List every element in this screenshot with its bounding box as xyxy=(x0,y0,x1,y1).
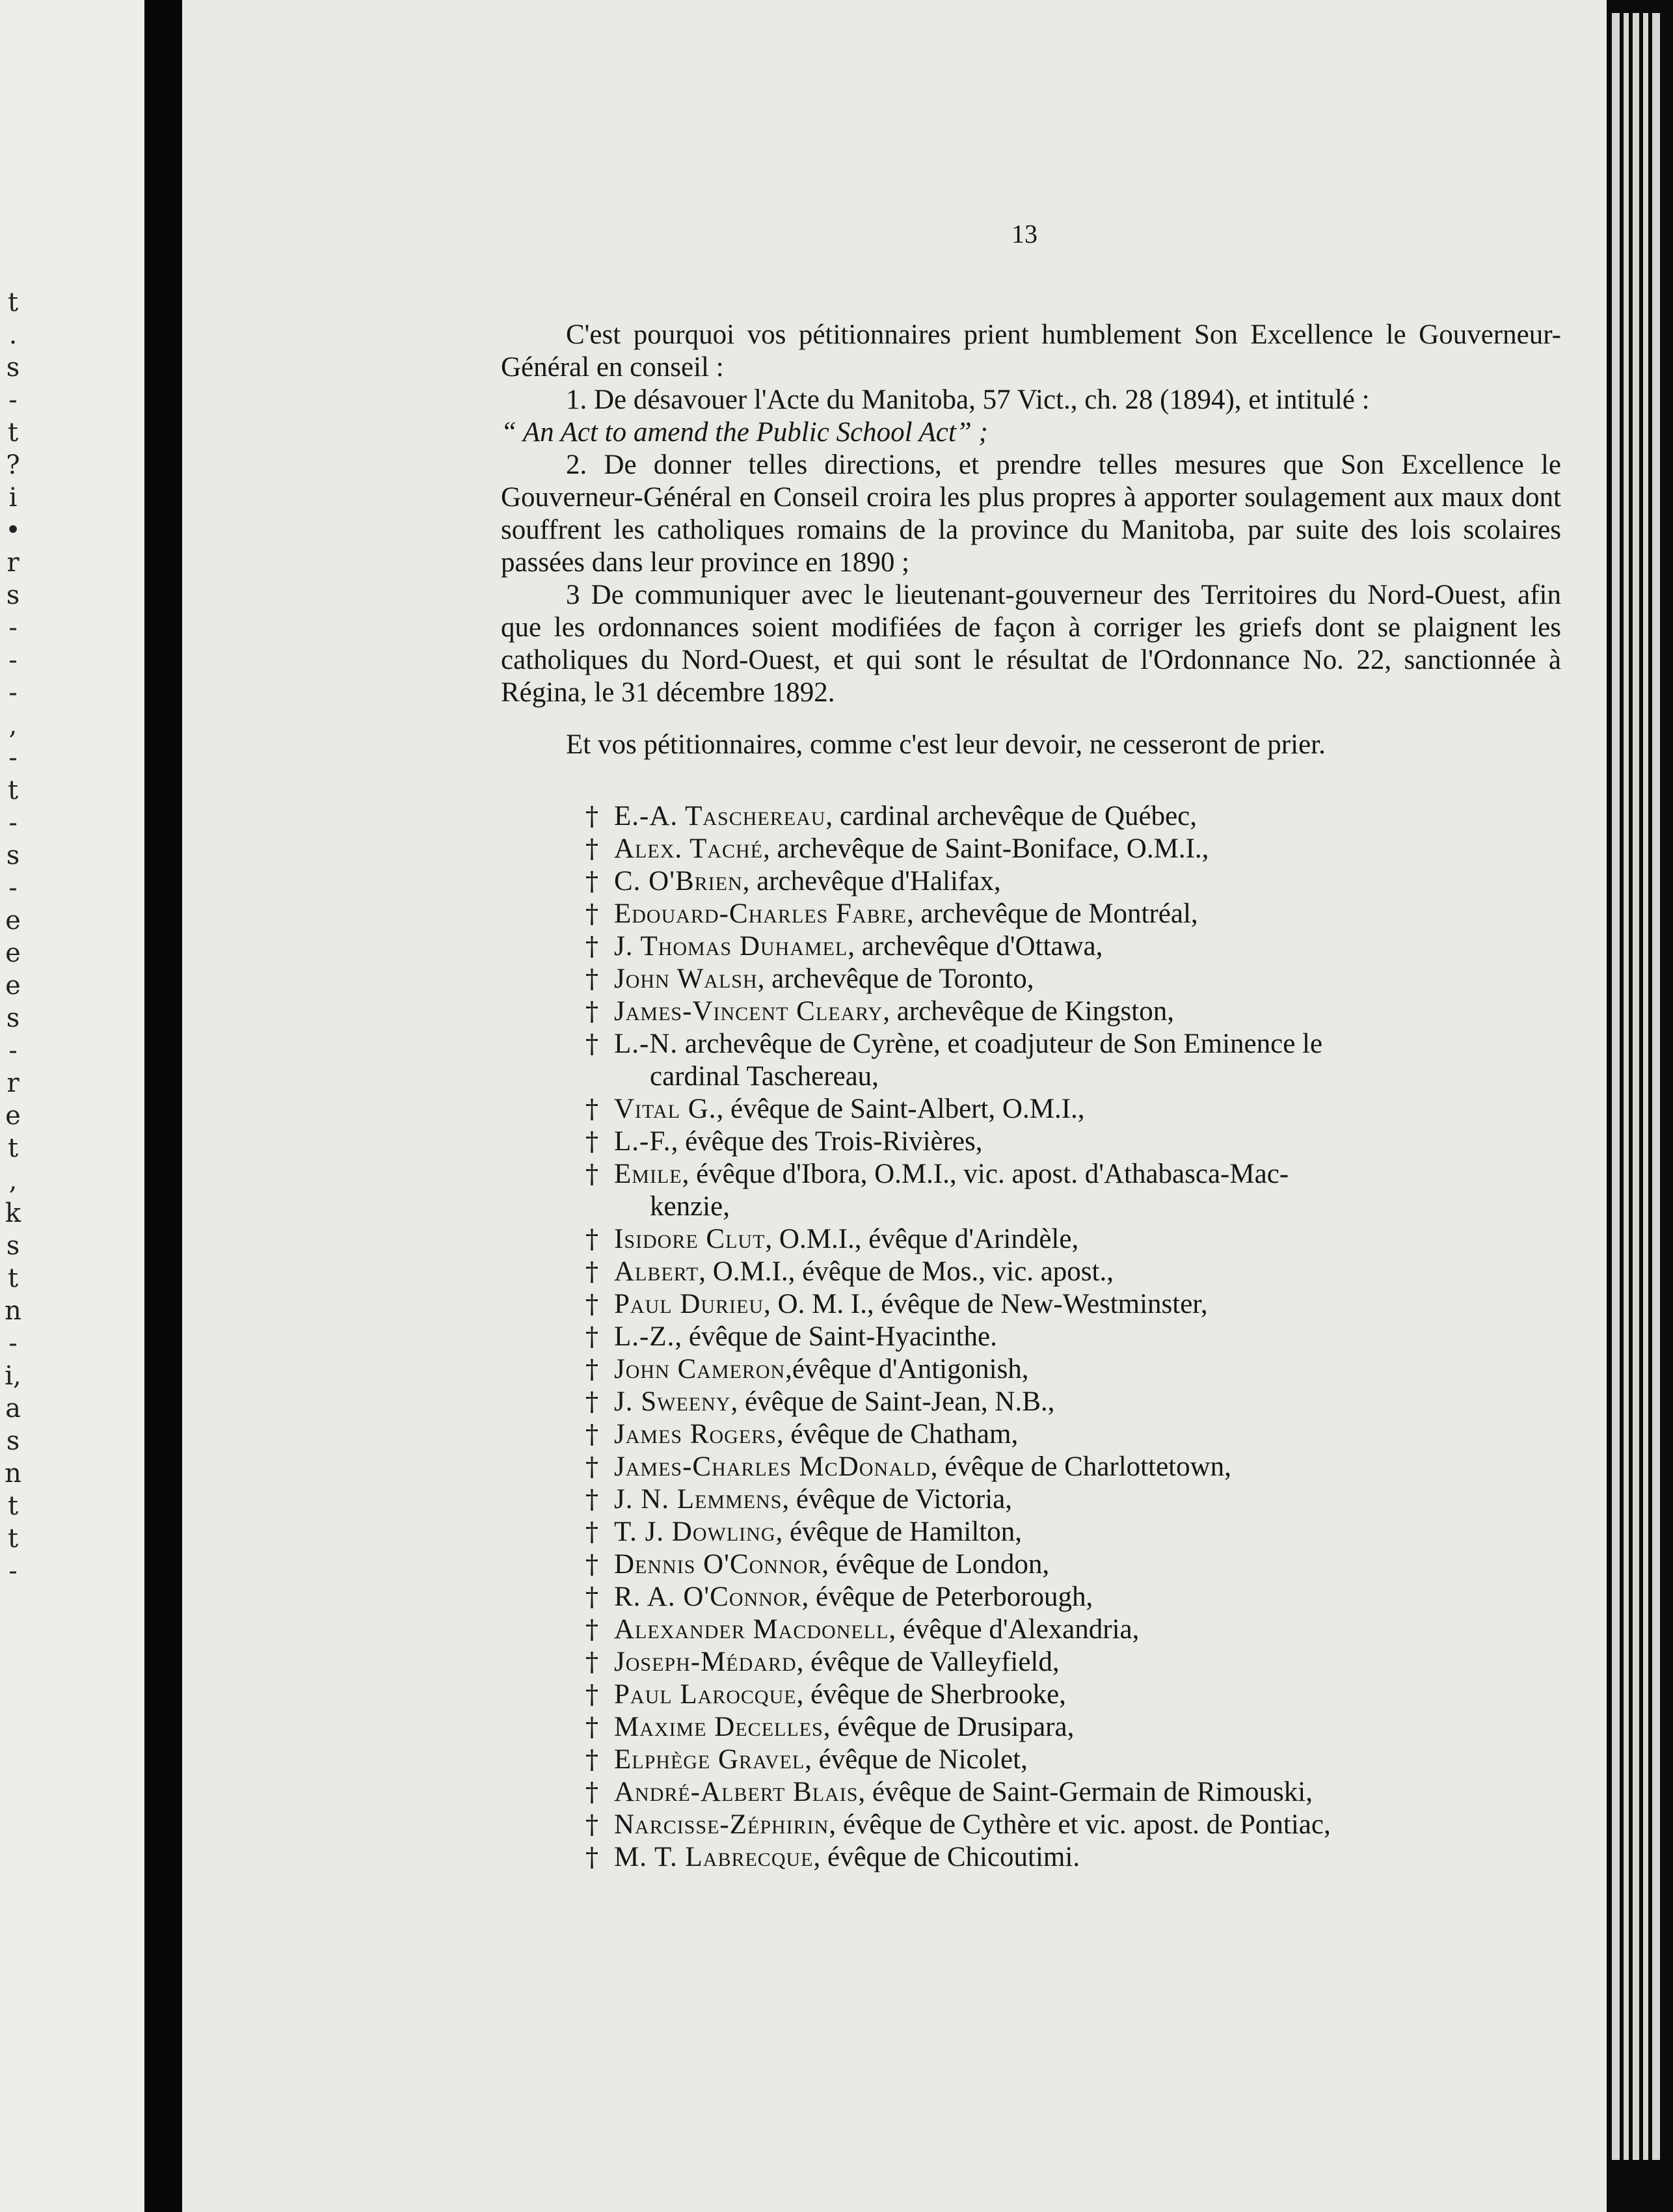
margin-fragment: t xyxy=(7,1133,19,1163)
request-item-1-text: 1. De désavouer l'Acte du Manitoba, 57 Vict., ch. 28 (1894), et intitulé : xyxy=(566,384,1370,415)
cross-icon: † xyxy=(585,867,598,897)
margin-fragment: t xyxy=(7,776,19,805)
signatory-title: , évêque de Cythère et vic. apost. de Pontiac, xyxy=(829,1809,1331,1840)
cross-icon: † xyxy=(585,1842,598,1872)
signatory-entry xyxy=(585,1613,1561,1646)
margin-fragment: a xyxy=(5,1394,21,1423)
signatory-name: Narcisse-Zéphirin xyxy=(614,1809,829,1840)
signatory-entry xyxy=(585,1711,1561,1744)
closing-line: Et vos pétitionnaires, comme c'est leur devoir, ne cesseront de prier. xyxy=(566,729,1326,760)
signatory-entry xyxy=(585,1386,1561,1418)
cross-icon: † xyxy=(585,1159,598,1189)
signatory-title: , évêque de Hamilton, xyxy=(775,1517,1023,1547)
margin-fragment: i, xyxy=(5,1361,21,1391)
signatory-entry xyxy=(585,1841,1561,1874)
margin-fragment: - xyxy=(8,678,18,708)
signatory-name: L.-Z. xyxy=(614,1321,675,1352)
cross-icon: † xyxy=(585,1517,598,1547)
signatory-entry xyxy=(585,833,1561,865)
margin-fragment: ? xyxy=(6,450,20,480)
margin-fragment: t xyxy=(7,1524,19,1554)
margin-fragment: - xyxy=(8,873,18,903)
cross-icon: † xyxy=(585,1257,598,1287)
margin-fragment: k xyxy=(5,1198,21,1228)
margin-fragment: r xyxy=(7,548,20,578)
margin-fragment: s xyxy=(6,580,20,610)
margin-fragment: s xyxy=(6,1231,20,1261)
cross-icon: † xyxy=(585,834,598,864)
signatory-entry xyxy=(585,800,1561,833)
signatory-title: , évêque de Saint-Hyacinthe. xyxy=(675,1321,997,1352)
signatory-entry xyxy=(585,1483,1561,1516)
signatory-title-continued: kenzie, xyxy=(650,1191,730,1222)
signatory-title: , évêque de Victoria, xyxy=(782,1484,1013,1515)
signatory-title: ,évêque d'Antigonish, xyxy=(785,1354,1029,1384)
signatory-name: André-Albert Blais xyxy=(614,1777,859,1807)
cross-icon: † xyxy=(585,1777,598,1807)
signatory-title: , archevêque de Toronto, xyxy=(757,964,1034,994)
signatory-title: , archevêque de Saint-Boniface, O.M.I., xyxy=(763,833,1209,864)
signatory-name: T. J. Dowling xyxy=(614,1517,776,1547)
signatory-entry xyxy=(585,865,1561,898)
signatory-entry xyxy=(585,898,1561,930)
signatory-title: , archevêque d'Ottawa, xyxy=(848,931,1103,962)
signatory-name: Alexander Macdonell xyxy=(614,1614,889,1645)
margin-fragment: e xyxy=(5,1101,21,1131)
cross-icon: † xyxy=(585,1745,598,1775)
cross-icon: † xyxy=(585,1680,598,1710)
signatory-entry xyxy=(585,963,1561,995)
signatory-name: Paul Durieu xyxy=(614,1289,764,1319)
signatory-name: Vital G. xyxy=(614,1094,717,1124)
signatory-entry xyxy=(585,1679,1561,1711)
margin-fragment: t xyxy=(7,1263,19,1293)
signatory-name: L.-N. xyxy=(614,1029,678,1059)
margin-fragment: - xyxy=(8,743,18,773)
margin-fragment: t xyxy=(7,418,19,448)
signatory-name: Paul Larocque xyxy=(614,1679,797,1710)
signatory-name: Emile xyxy=(614,1159,682,1189)
margin-fragment: e xyxy=(5,938,21,968)
cross-icon: † xyxy=(585,1452,598,1482)
signatory-entry xyxy=(585,1321,1561,1353)
margin-fragment: s xyxy=(6,1426,20,1456)
margin-fragment: n xyxy=(5,1459,21,1489)
margin-fragment: e xyxy=(5,971,21,1001)
signatory-title: , évêque de Charlottetown, xyxy=(930,1451,1231,1482)
signatory-title: , évêque de Drusipara, xyxy=(823,1712,1075,1742)
signatory-title: , évêque de Saint-Germain de Rimouski, xyxy=(858,1777,1313,1807)
cross-icon: † xyxy=(585,1485,598,1515)
signatory-name: James-Vincent Cleary xyxy=(614,996,883,1027)
signatory-entry xyxy=(585,1451,1561,1483)
cross-icon: † xyxy=(585,1355,598,1384)
signatory-title: , archevêque de Montréal, xyxy=(906,898,1198,929)
signatory-title: , évêque d'Alexandria, xyxy=(889,1614,1140,1645)
signatory-title: , évêque de Nicolet, xyxy=(805,1744,1028,1775)
signatory-entry xyxy=(585,1516,1561,1548)
cross-icon: † xyxy=(585,932,598,962)
cross-icon: † xyxy=(585,1550,598,1580)
signatory-name: Albert xyxy=(614,1256,699,1287)
signatory-entry xyxy=(585,1288,1561,1321)
cross-icon: † xyxy=(585,1289,598,1319)
cross-icon: † xyxy=(585,1810,598,1840)
margin-fragment: , xyxy=(8,710,18,740)
signatory-title: archevêque de Cyrène, et coadjuteur de Son Eminence le xyxy=(678,1029,1323,1059)
signatory-entry xyxy=(585,1158,1561,1223)
signatory-title: , évêque des Trois-Rivières, xyxy=(671,1126,983,1157)
signatory-name: James-Charles McDonald xyxy=(614,1451,931,1482)
cross-icon: † xyxy=(585,1420,598,1450)
request-item-1 xyxy=(501,384,1561,449)
signatory-name: L.-F. xyxy=(614,1126,671,1157)
margin-fragment: t xyxy=(7,1491,19,1521)
signatory-name: R. A. O'Connor xyxy=(614,1582,802,1612)
signatory-name: Maxime Decelles xyxy=(614,1712,823,1742)
signatory-entry xyxy=(585,1028,1561,1093)
margin-fragment: n xyxy=(5,1296,21,1326)
margin-fragment: , xyxy=(8,1166,18,1196)
margin-fragment: - xyxy=(8,1036,18,1066)
margin-fragment: - xyxy=(8,808,18,838)
margin-fragment: - xyxy=(8,1556,18,1586)
cross-icon: † xyxy=(585,1615,598,1645)
margin-fragment: - xyxy=(8,385,18,415)
page-number: 13 xyxy=(1011,219,1037,249)
signatory-entry xyxy=(585,1744,1561,1776)
signatory-entry xyxy=(585,995,1561,1028)
signatory-entry xyxy=(585,1093,1561,1126)
cross-icon: † xyxy=(585,1647,598,1677)
signatory-entry xyxy=(585,1581,1561,1613)
signatory-entry xyxy=(585,1256,1561,1288)
signatory-entry xyxy=(585,1776,1561,1809)
signatory-title: , archevêque d'Halifax, xyxy=(742,866,1001,897)
signatory-name: Alex. Taché xyxy=(614,833,764,864)
signatory-name: Joseph-Médard xyxy=(614,1647,797,1677)
margin-fragment: t xyxy=(7,288,19,317)
signatory-name: Edouard-Charles Fabre xyxy=(614,898,907,929)
signatory-list xyxy=(501,800,1561,1874)
signatory-name: John Walsh xyxy=(614,964,758,994)
signatory-title: , évêque de Peterborough, xyxy=(801,1582,1093,1612)
margin-fragment: s xyxy=(6,841,20,870)
page xyxy=(182,0,1607,2212)
signatory-title-continued: cardinal Taschereau, xyxy=(650,1061,879,1092)
signatory-title: , O. M. I., évêque de New-Westminster, xyxy=(764,1289,1208,1319)
margin-fragment: - xyxy=(8,1329,18,1358)
page-edge xyxy=(1607,0,1673,2212)
cross-icon: † xyxy=(585,1127,598,1157)
signatory-name: J. Thomas Duhamel xyxy=(614,931,848,962)
signatory-title: , évêque de Chicoutimi. xyxy=(813,1842,1080,1872)
signatory-entry xyxy=(585,930,1561,963)
signatory-name: John Cameron xyxy=(614,1354,786,1384)
page-content xyxy=(501,215,1561,1874)
margin-fragments xyxy=(0,286,26,1587)
signatory-title: , évêque de Saint-Albert, O.M.I., xyxy=(716,1094,1085,1124)
margin-fragment: s xyxy=(6,1003,20,1033)
signatory-name: M. T. Labrecque xyxy=(614,1842,814,1872)
margin-fragment: - xyxy=(8,613,18,643)
act-title: “ An Act to amend the Public School Act” ; xyxy=(501,417,988,448)
margin-fragment: s xyxy=(6,353,20,383)
signatory-entry xyxy=(585,1418,1561,1451)
cross-icon: † xyxy=(585,1582,598,1612)
margin-fragment: • xyxy=(5,515,21,545)
signatory-title: , archevêque de Kingston, xyxy=(883,996,1174,1027)
signatory-title: , évêque de London, xyxy=(822,1549,1050,1580)
signatory-name: J. N. Lemmens xyxy=(614,1484,783,1515)
signatory-title: , évêque de Sherbrooke, xyxy=(796,1679,1066,1710)
cross-icon: † xyxy=(585,964,598,994)
cross-icon: † xyxy=(585,1094,598,1124)
signatory-name: James Rogers xyxy=(614,1419,777,1450)
margin-fragment: r xyxy=(7,1068,20,1098)
cross-icon: † xyxy=(585,802,598,831)
signatory-entry xyxy=(585,1646,1561,1679)
intro-paragraph: C'est pourquoi vos pétitionnaires prient humblement Son Excellence le Gouverneur-Général en conseil : xyxy=(501,319,1561,383)
signatory-entry xyxy=(585,1353,1561,1386)
margin-fragment: - xyxy=(8,645,18,675)
signatory-title: , évêque de Valleyfield, xyxy=(796,1647,1060,1677)
signatory-entry xyxy=(585,1809,1561,1841)
cross-icon: † xyxy=(585,1029,598,1059)
book-gutter xyxy=(144,0,182,2212)
margin-fragment: e xyxy=(5,906,21,936)
cross-icon: † xyxy=(585,1224,598,1254)
signatory-name: J. Sweeny xyxy=(614,1386,731,1417)
cross-icon: † xyxy=(585,1712,598,1742)
signatory-name: E.-A. Taschereau xyxy=(614,801,826,831)
margin-fragment: i xyxy=(8,483,18,513)
signatory-title: , cardinal archevêque de Québec, xyxy=(825,801,1198,831)
cross-icon: † xyxy=(585,997,598,1027)
margin-fragment: . xyxy=(8,320,18,350)
signatory-title: , évêque de Chatham, xyxy=(776,1419,1019,1450)
cross-icon: † xyxy=(585,899,598,929)
signatory-title: , évêque d'Ibora, O.M.I., vic. apost. d'Athabasca-Mac- xyxy=(682,1159,1289,1189)
signatory-entry xyxy=(585,1548,1561,1581)
signatory-entry xyxy=(585,1126,1561,1158)
signatory-name: Elphège Gravel xyxy=(614,1744,805,1775)
signatory-name: C. O'Brien xyxy=(614,866,743,897)
cross-icon: † xyxy=(585,1322,598,1352)
signatory-title: , évêque de Saint-Jean, N.B., xyxy=(730,1386,1055,1417)
signatory-name: Isidore Clut xyxy=(614,1224,766,1254)
signatory-title: , O.M.I., évêque d'Arindèle, xyxy=(765,1224,1079,1254)
cross-icon: † xyxy=(585,1387,598,1417)
request-item-3: 3 De communiquer avec le lieutenant-gouverneur des Territoires du Nord-Ouest, afin que les ordonnances soient modifiées de façon à corriger les griefs dont se plaignent les catholiques du Nord-Ouest, et qui sont le résultat de l'Ordonnance No. 22, sanctionnée à Régina, le 31 décembre 1892. xyxy=(501,580,1561,708)
signatory-name: Dennis O'Connor xyxy=(614,1549,822,1580)
signatory-title: , O.M.I., évêque de Mos., vic. apost., xyxy=(699,1256,1114,1287)
signatory-entry xyxy=(585,1223,1561,1256)
request-item-2: 2. De donner telles directions, et prendre telles mesures que Son Excellence le Gouverneur-Général en Conseil croira les plus propres à apporter soulagement aux maux dont souffrent les catholiques romains de la province du Manitoba, par suite des lois scolaires passées dans leur province en 1890 ; xyxy=(501,450,1561,578)
previous-page-margin xyxy=(0,0,144,2212)
